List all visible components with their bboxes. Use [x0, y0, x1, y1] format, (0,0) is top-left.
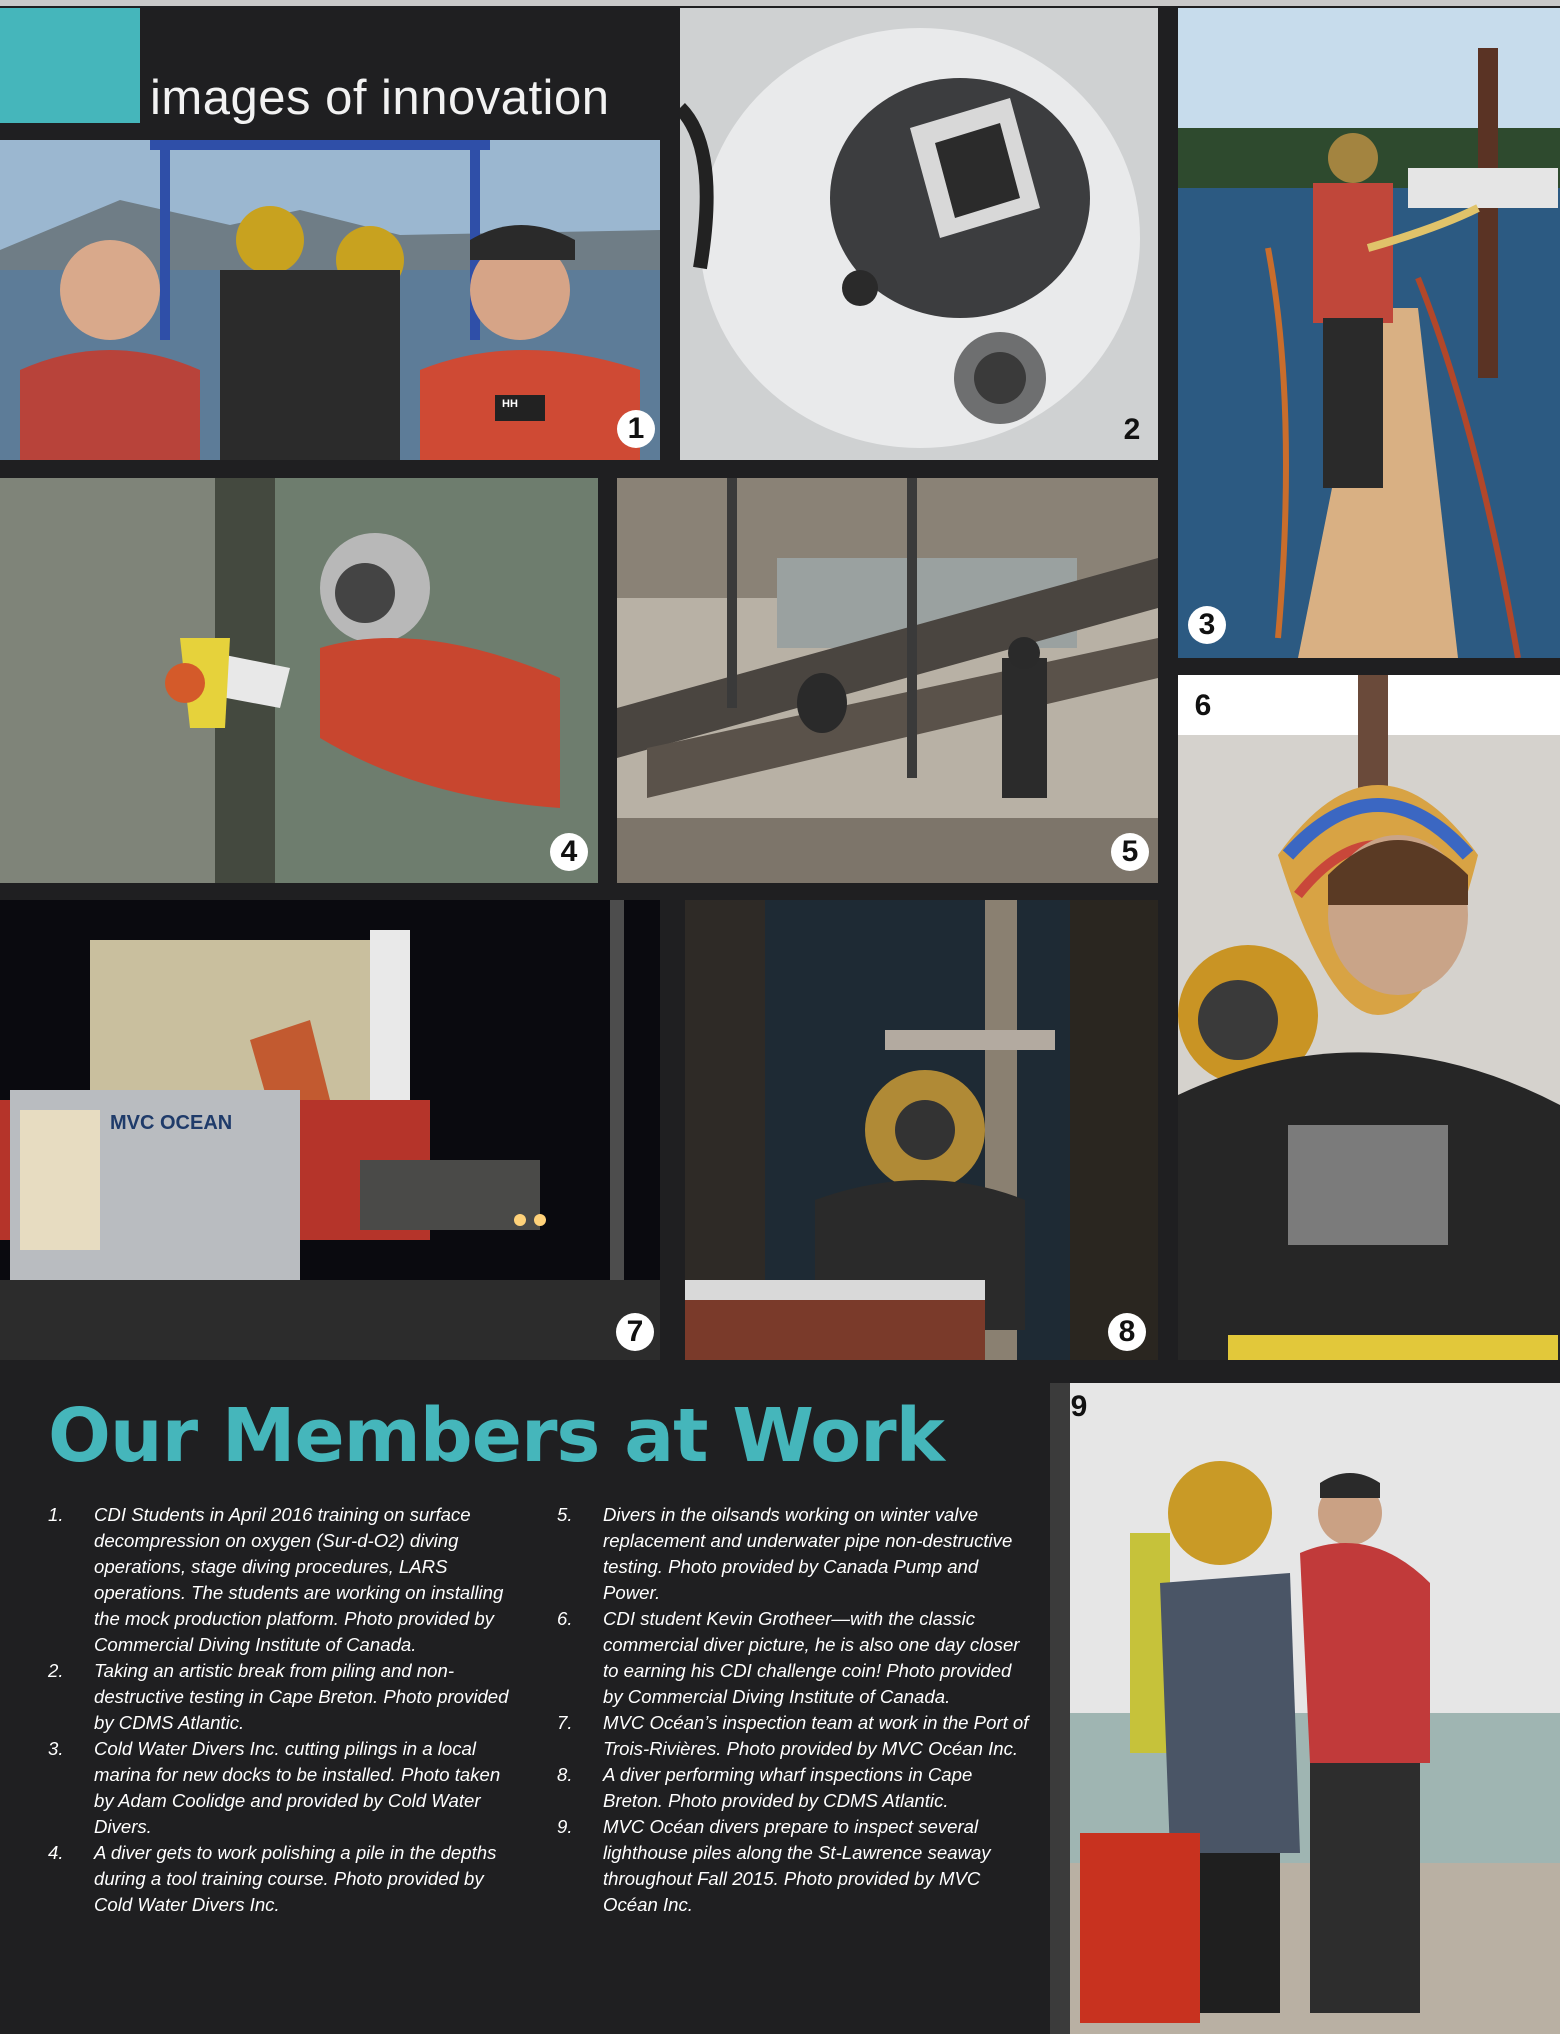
photo-number-8: 8 [1108, 1313, 1146, 1351]
page-header-title: images of innovation [150, 71, 610, 125]
photo-number-5: 5 [1111, 833, 1149, 871]
photo-2-snowy-helmet [680, 8, 1158, 460]
photo-9-divers-on-boat [1050, 1383, 1560, 2034]
caption-item-9: 9. MVC Océan divers prepare to inspect several lighthouse piles along the St-Lawrence seaway throughout Fall 2015. Photo provided by MVC Océan Inc. [557, 1816, 991, 1915]
caption-item-1: 1. CDI Students in April 2016 training on surface decompression on oxygen (Sur-d-O2) diving operations, stage diving procedures, LARS operations. The students are working on installing the mock production platform. Photo provided by Commercial Diving Institute of Canada. [48, 1504, 504, 1655]
caption-item-6: 6. CDI student Kevin Grotheer—with the classic commercial diver picture, he is also one day closer to earning his CDI challenge coin! Photo provided by Commercial Diving Institute of Canada. [557, 1608, 1020, 1707]
caption-item-4: 4. A diver gets to work polishing a pile in the depths during a tool training course. Photo provided by Cold Water Divers Inc. [48, 1842, 497, 1915]
photo-7-night-port [0, 900, 660, 1360]
hh-logo-text: HH [502, 398, 518, 410]
top-border [0, 0, 1560, 6]
photo-8-wharf-inspection [685, 900, 1158, 1360]
photo-3-marina-dock-diver [1178, 8, 1560, 658]
caption-item-8: 8. A diver performing wharf inspections in Cape Breton. Photo provided by CDMS Atlantic. [557, 1764, 973, 1811]
mvc-ocean-truck-logo: MVC OCEAN [110, 1112, 233, 1134]
photo-number-7: 7 [616, 1313, 654, 1351]
photo-number-4: 4 [550, 833, 588, 871]
caption-item-7: 7. MVC Océan’s inspection team at work in the Port of Trois-Rivières. Photo provided by MVC Océan Inc. [557, 1712, 1029, 1759]
section-title: Our Members at Work [48, 1393, 944, 1479]
photo-4-diver-polishing-pile [0, 478, 598, 883]
photo-number-3: 3 [1188, 606, 1226, 644]
photo-number-9: 9 [1070, 1390, 1088, 1423]
caption-item-3: 3. Cold Water Divers Inc. cutting pilings in a local marina for new docks to be installed. Photo taken by Adam Coolidge and provided by Cold Water Divers. [48, 1738, 501, 1837]
photo-number-2: 2 [1123, 413, 1141, 446]
photo-number-1: 1 [617, 410, 655, 448]
captions-right-column [557, 1502, 1035, 1918]
photo-5-oilsands-divers [617, 478, 1158, 883]
captions-left-column [48, 1502, 518, 1918]
header-accent-square [0, 8, 140, 123]
caption-item-5: 5. Divers in the oilsands working on winter valve replacement and underwater pipe non-destructive testing. Photo provided by Canada Pump and Power. [557, 1504, 1013, 1603]
photo-6-diver-portrait [1178, 675, 1560, 1360]
caption-item-2: 2. Taking an artistic break from piling and non-destructive testing in Cape Breton. Photo provided by CDMS Atlantic. [48, 1660, 509, 1733]
photo-number-6: 6 [1194, 689, 1212, 722]
photo-1-students-on-platform [0, 140, 660, 460]
